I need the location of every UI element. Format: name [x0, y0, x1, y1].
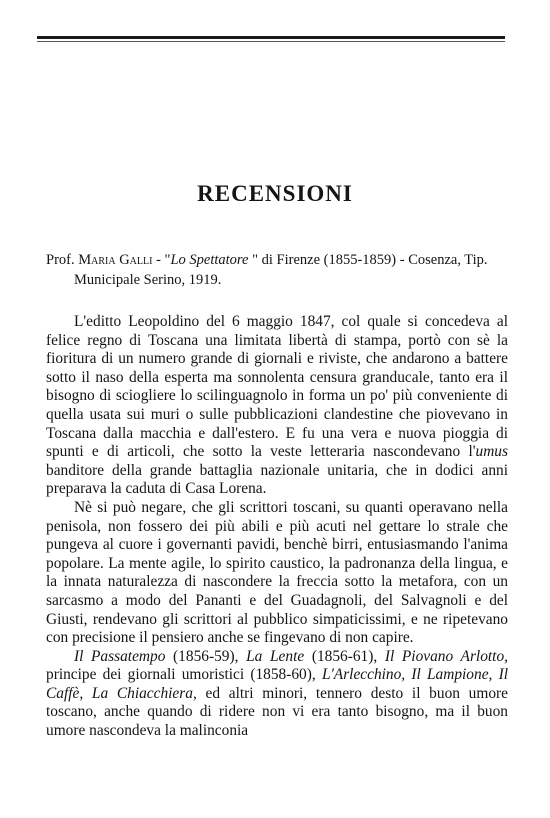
paragraph-1-italic: umus	[475, 443, 508, 461]
paragraph-3-text: (1856-59),	[165, 647, 247, 665]
journal-title: La Lente	[246, 647, 305, 665]
journal-titles: L'Arlecchino, Il Lampione, Il Caffè, La Chiacchiera,	[46, 666, 508, 702]
book-reference	[46, 250, 508, 290]
paragraph-1-text-end: banditore della grande battaglia nazionale unitaria, che in dodici anni preparava la caduta di Casa Lorena.	[46, 461, 508, 498]
journal-title: Il Passatempo	[74, 647, 166, 665]
author-prefix: Prof.	[46, 252, 75, 268]
paragraph-3-text: principe dei giornali umoristici (1858-60),	[46, 666, 322, 684]
reference-publisher: Municipale Serino, 1919.	[74, 272, 222, 288]
reference-details: " di Firenze (1855-1859) - Cosenza, Tip.	[248, 252, 488, 268]
top-rule	[37, 36, 505, 39]
paragraph-1	[46, 313, 508, 499]
journal-title: Il Piovano Arlotto,	[384, 647, 508, 665]
page-title: RECENSIONI	[197, 181, 353, 206]
author-name: Maria Galli	[78, 252, 153, 268]
reference-separator: - "	[152, 252, 171, 268]
paragraph-3	[46, 648, 508, 741]
paragraph-1-text: L'editto Leopoldino del 6 maggio 1847, col quale si concedeva al felice regno di Toscana una limitata libertà di stampa, portò con sè la fioritura di un numero grande di giornali e riviste, che andarono a battere sotto il naso della esperta ma sonnolenta censura granducale, tanto era il bisogno di sciogliere lo scilinguagnolo in forma un po' più conveniente di quella usata sui muri o sulle pubblicazioni clandestine che piovevano in Toscana dalla macchia e dall'estero. E fu una vera e nuova pioggia di spunti e di articoli, che sotto la veste letteraria nascondevano l'	[46, 313, 508, 461]
work-title: Lo Spettatore	[170, 252, 249, 268]
paragraph-3-text: (1856-61),	[304, 647, 385, 665]
paragraph-2-text: Nè si può negare, che gli scrittori toscani, su quanti operavano nella penisola, non fossero dei più abili e più acuti nel gettare lo strale che pungeva al cuore i governanti pavidi, benchè birri, entusiasmando l'anima popolare. La mente agile, lo spirito caustico, la padronanza della lingua, e la innata naturalezza di nascondere la freccia sotto la metafora, con un sarcasmo a modo del Pananti e del Guadagnoli, del Salvagnoli e del Giusti, rendevano gli scrittori al pubblico simpaticissimi, e ne ripetevano con precisione il pensiero anche se fingevano di non capire.	[46, 498, 508, 647]
top-rule-thin	[37, 41, 505, 42]
article-body	[46, 313, 508, 741]
paragraph-3-text-end: ed altri minori, tennero desto il buon umore toscano, anche quando di ridere non vi era tanto bisogno, ma il buon umore nascondeva la malinconia	[46, 684, 508, 740]
paragraph-2	[46, 499, 508, 648]
